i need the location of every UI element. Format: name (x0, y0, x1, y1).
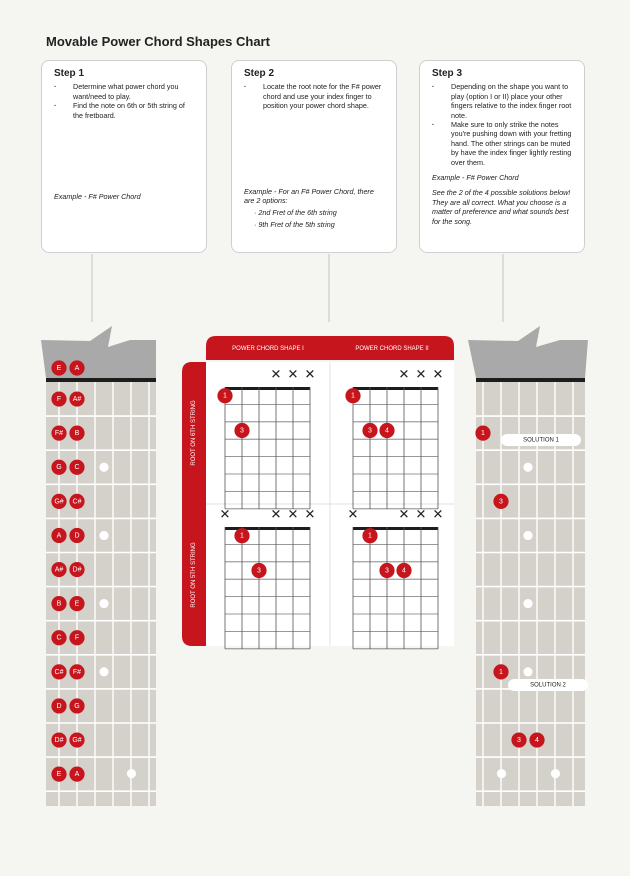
inlay-dot (99, 667, 108, 676)
note-string5-fret-0 (69, 360, 84, 375)
muted-string-mark: ✕ (304, 507, 316, 523)
chart-row-label-6th: ROOT ON 6TH STRING (191, 400, 197, 466)
inlay-dot (523, 667, 532, 676)
finger-dot (362, 423, 377, 438)
note-label: G# (72, 736, 82, 744)
step-2-heading: Step 2 (244, 68, 275, 79)
note-string5-fret-3 (69, 460, 84, 475)
finger-dot (529, 732, 544, 747)
note-label: A# (72, 395, 82, 403)
note-string5-fret-11 (69, 732, 84, 747)
step-2-bullet: · Locate the root note for the F# power chord and use your index finger to position your power chord shape. (244, 82, 386, 110)
step-3-bullet: · Make sure to only strike the notes you're pushing down with your fretting hand. The other strings can be muted by have the index finger lightly resting over them. (432, 120, 574, 167)
note-label: B (74, 430, 80, 438)
inlay-dot (551, 769, 560, 778)
note-string6-fret-5 (51, 528, 66, 543)
note-label: 1 (351, 392, 355, 400)
muted-string-mark: ✕ (432, 367, 444, 383)
left-nut (46, 378, 156, 382)
note-string6-fret-10 (51, 698, 66, 713)
note-string6-fret-6 (51, 562, 66, 577)
chart-header-shape-1: POWER CHORD SHAPE I (232, 346, 304, 352)
muted-string-mark: ✕ (219, 507, 231, 523)
step-1-bullet: · Determine what power chord you want/need to play. (54, 82, 196, 101)
note-string6-fret-4 (51, 494, 66, 509)
step-3-note: See the 2 of the 4 possible solutions below! They are all correct. What you choose is a matter of preference and what sounds best for the song. (432, 188, 571, 226)
finger-dot (251, 563, 266, 578)
note-label: C# (72, 498, 82, 506)
note-label: A (56, 532, 62, 540)
step-2-option: · 2nd Fret of the 6th string (254, 207, 337, 217)
finger-dot (234, 528, 249, 543)
note-string6-fret-7 (51, 596, 66, 611)
note-label: 1 (481, 430, 485, 438)
muted-string-mark: ✕ (304, 367, 316, 383)
note-string5-fret-2 (69, 426, 84, 441)
note-label: C (56, 634, 62, 642)
inlay-dot (99, 531, 108, 540)
note-label: 4 (385, 427, 389, 435)
note-label: G# (54, 498, 64, 506)
finger-dot (475, 426, 490, 441)
note-label: 3 (385, 567, 389, 575)
note-string6-fret-9 (51, 664, 66, 679)
note-label: 1 (240, 532, 244, 540)
note-label: 3 (517, 736, 521, 744)
right-headstock (468, 326, 588, 378)
step-3-bullet: · Depending on the shape you want to play (option I or II) place your other fingers relative to the index finger root note. (432, 82, 574, 120)
solution-label: SOLUTION 1 (523, 437, 559, 444)
finger-dot (379, 563, 394, 578)
note-string6-fret-3 (51, 460, 66, 475)
note-label: A# (54, 566, 64, 574)
note-label: D# (54, 736, 64, 744)
inlay-dot (523, 599, 532, 608)
diagram-nut (225, 387, 310, 390)
finger-dot (493, 494, 508, 509)
step-1-heading: Step 1 (54, 68, 85, 79)
note-label: A (74, 771, 80, 779)
note-label: A (74, 364, 80, 372)
note-string5-fret-12 (69, 767, 84, 782)
note-label: 1 (223, 392, 227, 400)
right-nut (476, 378, 585, 382)
note-label: F (74, 634, 80, 642)
inlay-dot (127, 769, 136, 778)
muted-string-mark: ✕ (415, 507, 427, 523)
page-title: Movable Power Chord Shapes Chart (46, 34, 270, 49)
step-2-example: Example - For an F# Power Chord, there are 2 options: (244, 187, 374, 206)
note-string6-fret-11 (51, 732, 66, 747)
step-3-heading: Step 3 (432, 68, 463, 79)
chart-header-shape-2: POWER CHORD SHAPE II (355, 346, 429, 352)
muted-string-mark: ✕ (398, 507, 410, 523)
note-string5-fret-1 (69, 391, 84, 406)
finger-dot (511, 732, 526, 747)
note-label: D# (72, 566, 82, 574)
note-label: E (56, 364, 62, 372)
left-fretboard (41, 326, 156, 806)
muted-string-mark: ✕ (270, 367, 282, 383)
muted-string-mark: ✕ (432, 507, 444, 523)
inlay-dot (497, 769, 506, 778)
muted-string-mark: ✕ (415, 367, 427, 383)
note-string5-fret-9 (69, 664, 84, 679)
note-label: D (56, 702, 62, 710)
note-label: E (74, 600, 80, 608)
diagram-nut (353, 387, 438, 390)
finger-dot (234, 423, 249, 438)
step-1-example: Example - F# Power Chord (54, 192, 141, 201)
note-label: 1 (368, 532, 372, 540)
finger-dot (345, 388, 360, 403)
inlay-dot (99, 599, 108, 608)
muted-string-mark: ✕ (287, 367, 299, 383)
note-string5-fret-6 (69, 562, 84, 577)
muted-string-mark: ✕ (347, 507, 359, 523)
finger-dot (217, 388, 232, 403)
finger-dot (396, 563, 411, 578)
finger-dot (493, 664, 508, 679)
note-label: G (56, 464, 62, 472)
muted-string-mark: ✕ (287, 507, 299, 523)
note-label: C# (54, 668, 64, 676)
note-label: B (56, 600, 62, 608)
note-label: F (56, 395, 62, 403)
note-string6-fret-1 (51, 391, 66, 406)
note-label: C (74, 464, 80, 472)
note-label: G (74, 702, 80, 710)
note-label: F# (54, 430, 64, 438)
note-string6-fret-8 (51, 630, 66, 645)
step-1-bullet: · Find the note on 6th or 5th string of the fretboard. (54, 101, 196, 120)
muted-string-mark: ✕ (270, 507, 282, 523)
note-label: D (74, 532, 80, 540)
note-label: 1 (499, 668, 503, 676)
inlay-dot (99, 463, 108, 472)
note-string6-fret-0 (51, 360, 66, 375)
note-string5-fret-4 (69, 494, 84, 509)
right-fretboard (468, 326, 588, 806)
step-2-option: · 9th Fret of the 5th string (254, 220, 335, 230)
note-string6-fret-12 (51, 767, 66, 782)
note-string5-fret-5 (69, 528, 84, 543)
note-label: E (56, 771, 62, 779)
note-string5-fret-7 (69, 596, 84, 611)
inlay-dot (523, 463, 532, 472)
note-string5-fret-10 (69, 698, 84, 713)
inlay-dot (523, 531, 532, 540)
chart-row-label-5th: ROOT ON 5TH STRING (191, 542, 197, 608)
note-string6-fret-2 (51, 426, 66, 441)
note-label: 3 (240, 427, 244, 435)
note-label: 4 (402, 567, 406, 575)
note-string5-fret-8 (69, 630, 84, 645)
note-label: 3 (257, 567, 261, 575)
note-label: 3 (368, 427, 372, 435)
finger-dot (379, 423, 394, 438)
step-3-example: Example - F# Power Chord (432, 173, 519, 183)
finger-dot (362, 528, 377, 543)
solution-label: SOLUTION 2 (530, 682, 566, 689)
note-label: 3 (499, 498, 503, 506)
muted-string-mark: ✕ (398, 367, 410, 383)
note-label: 4 (535, 736, 539, 744)
power-chord-chart (182, 336, 454, 649)
note-label: F# (72, 668, 82, 676)
